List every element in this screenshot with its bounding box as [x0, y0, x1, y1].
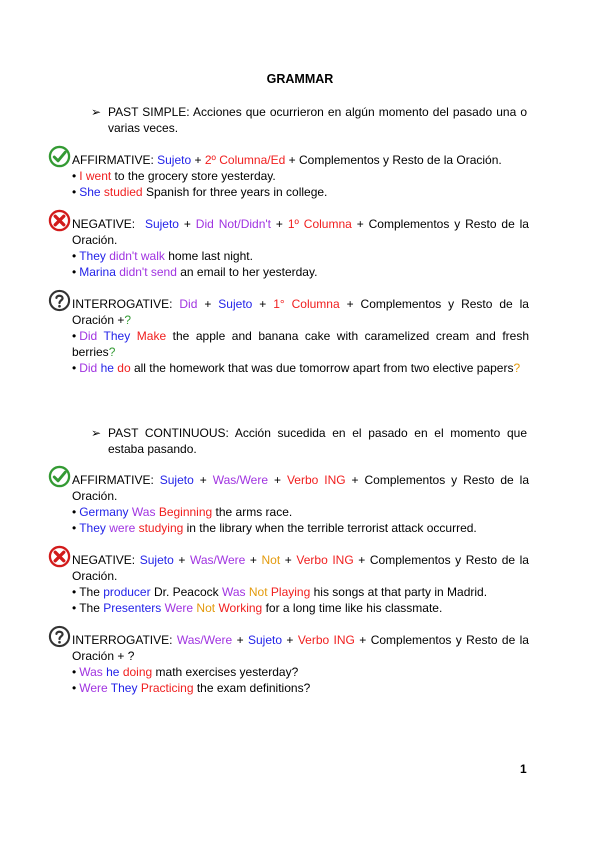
past-simple-description: PAST SIMPLE: Acciones que ocurrieron en algún momento del pasado una o varias veces. — [108, 105, 527, 135]
example-sentence: • Germany Was Beginning the arms race. — [72, 505, 293, 519]
past-continuous-interrogative — [46, 632, 529, 696]
past-continuous-intro — [91, 425, 527, 457]
affirmative-rule: AFFIRMATIVE: Sujeto + Was/Were + Verbo ING + Complementos y Resto de la Oración. — [46, 472, 529, 504]
interrogative-rule: INTERROGATIVE: Did + Sujeto + 1° Columna + Complementos y Resto de la Oración +? — [46, 296, 529, 328]
past-simple-affirmative — [46, 152, 529, 200]
example-sentence: • Was he doing math exercises yesterday? — [72, 665, 299, 679]
past-simple-intro — [91, 104, 527, 136]
arrow-bullet-icon: ➢ — [91, 105, 102, 119]
example-sentence: • Marina didn't send an email to her yesterday. — [72, 265, 318, 279]
negative-rule: NEGATIVE: Sujeto + Was/Were + Not + Verbo ING + Complementos y Resto de la Oración. — [46, 552, 529, 584]
past-continuous-affirmative — [46, 472, 529, 536]
past-simple-interrogative — [46, 296, 529, 376]
cross-icon — [48, 545, 71, 568]
arrow-bullet-icon: ➢ — [91, 426, 102, 440]
interrogative-rule: INTERROGATIVE: Was/Were + Sujeto + Verbo ING + Complementos y Resto de la Oración + ? — [46, 632, 529, 664]
example-sentence: • Did he do all the homework that was due tomorrow apart from two elective papers? — [72, 361, 521, 375]
example-sentence: • I went to the grocery store yesterday. — [72, 169, 276, 183]
example-sentence: • They didn't walk home last night. — [72, 249, 253, 263]
negative-rule: NEGATIVE: Sujeto + Did Not/Didn't + 1º Columna + Complementos y Resto de la Oración. — [46, 216, 529, 248]
past-simple-negative — [46, 216, 529, 280]
affirmative-rule: AFFIRMATIVE: Sujeto + 2º Columna/Ed + Complementos y Resto de la Oración. — [46, 152, 529, 168]
past-continuous-negative — [46, 552, 529, 616]
example-sentence: • The Presenters Were Not Working for a long time like his classmate. — [72, 601, 443, 615]
example-sentence: • Were They Practicing the exam definitions? — [72, 681, 311, 695]
example-sentence: • She studied Spanish for three years in college. — [72, 185, 328, 199]
page-title: GRAMMAR — [266, 72, 334, 86]
cross-icon — [48, 209, 71, 232]
past-continuous-description: PAST CONTINUOUS: Acción sucedida en el pasado en el momento que estaba pasando. — [108, 426, 527, 456]
example-sentence: • They were studying in the library when the terrible terrorist attack occurred. — [72, 521, 477, 535]
question-icon — [48, 625, 71, 648]
example-sentence: • Did They Make the apple and banana cake with caramelized cream and fresh berries? — [72, 329, 529, 359]
check-icon — [48, 465, 71, 488]
example-sentence: • The producer Dr. Peacock Was Not Playing his songs at that party in Madrid. — [72, 585, 488, 599]
page-number: 1 — [520, 762, 527, 776]
question-icon — [48, 289, 71, 312]
check-icon — [48, 145, 71, 168]
